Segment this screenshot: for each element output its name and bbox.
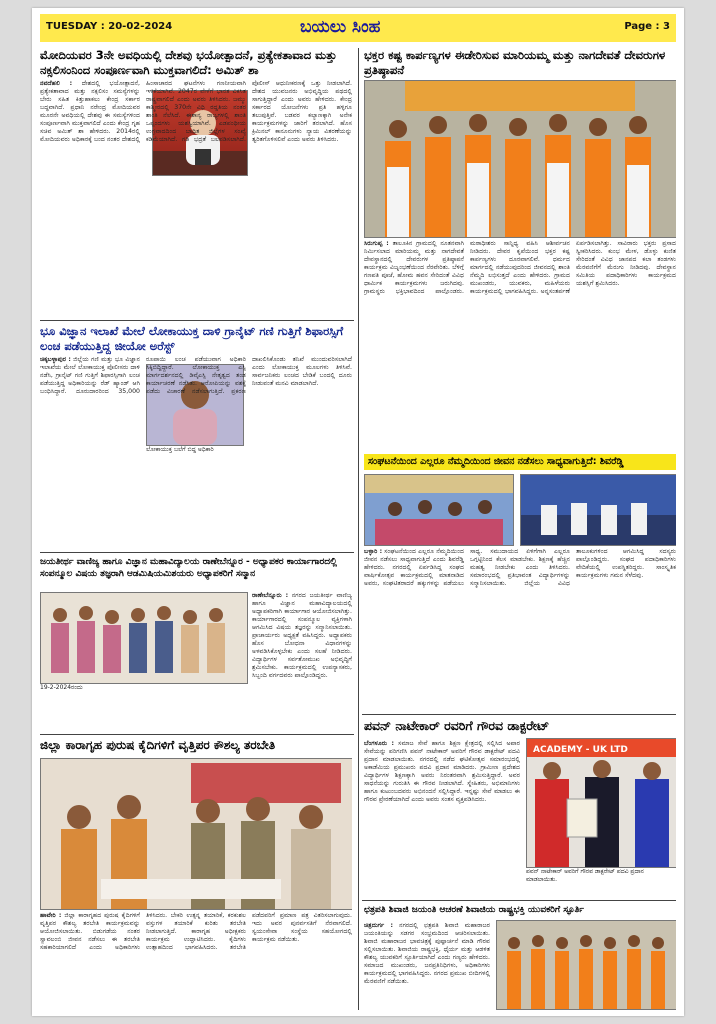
training-illustration <box>41 759 352 909</box>
page-number: Page : 3 <box>624 21 670 32</box>
article-headline: ಜಯತೀರ್ಥ ವಾಣಿಜ್ಯ ಹಾಗೂ ವಿಜ್ಞಾನ ಮಹಾವಿದ್ಯಾಲಯ ರಾಣೇಬೆನ್ನೂರ - ಅಧ್ಯಾಪಕರ ಕಾರ್ಯಾಗಾರದಲ್ಲಿ ಸಂಪನ್ಮೂಲ ವಿಷಯ ತಜ್ಞರಾಗಿ ಆಡಮಿಷಿಯಮಿಶಯರು ಅಧ್ಯಾಪಕರಿಗೆ ಸನ್ಮಾನ <box>40 557 337 579</box>
section-divider <box>40 552 354 553</box>
headline-banner <box>364 454 676 470</box>
article-body: ಚಿಕ್ಕಬಳ್ಳಾಪುರ : ಜಿಲ್ಲೆಯ ಗಣಿ ಮತ್ತು ಭೂ ವಿಜ್ಞಾನ ಇಲಾಖೆಯ ಮೇಲೆ ಲೋಕಾಯುಕ್ತ ಪೊಲೀಸರು ದಾಳಿ ನಡೆಸಿ, ಗ್ರಾನೈಟ್ ಗಣಿ ಗುತ್ತಿಗೆ ಶಿಫಾರಸ್ಸಿಗಾಗಿ ಲಂಚ ಪಡೆಯುತ್ತಿದ್ದ ಅಧಿಕಾರಿಯನ್ನು ರೆಡ್ ಹ್ಯಾಂಡ್ ಆಗಿ ಬಂಧಿಸಿದ್ದಾರೆ. ದೂರುದಾರರಿಂದ 35,000 ರೂಪಾಯಿ ಲಂಚ ಪಡೆಯುವಾಗ ಅಧಿಕಾರಿ ಸಿಕ್ಕಿಬಿದ್ದಿದ್ದಾರೆ. ಲೋಕಾಯುಕ್ತ ಎಸ್ಪಿ ಮಾರ್ಗದರ್ಶನದಲ್ಲಿ ಡಿವೈಎಸ್ಪಿ ನೇತೃತ್ವದ ತಂಡ ಕಾರ್ಯಾಚರಣೆ ನಡೆಸಿತು. ಆರೋಪಿಯನ್ನು ವಶಕ್ಕೆ ಪಡೆದು ವಿಚಾರಣೆ ನಡೆಸಲಾಗುತ್ತಿದೆ. ಪ್ರಕರಣ ದಾಖಲಿಸಿಕೊಂಡು ತನಿಖೆ ಮುಂದುವರಿಸಲಾಗಿದೆ ಎಂದು ಲೋಕಾಯುಕ್ತ ಮೂಲಗಳು ತಿಳಿಸಿವೆ. ಸಾರ್ವಜನಿಕರು ಲಂಚದ ಬೇಡಿಕೆ ಬಂದಲ್ಲಿ ದೂರು ನೀಡುವಂತೆ ಮನವಿ ಮಾಡಲಾಗಿದೆ. <box>40 356 352 395</box>
article-headline: ಛತ್ರಪತಿ ಶಿವಾಜಿ ಜಯಂತಿ ಆಚರಣೆ ಶಿವಾಜಿಯ ರಾಷ್ಟ್ರಭಕ್ತಿ ಯುವಕರಿಗೆ ಸ್ಫೂರ್ತಿ <box>364 905 584 915</box>
banner-text: ACADEMY - UK LTD <box>533 745 628 755</box>
article-body: ನವದೆಹಲಿ : ದೇಶದಲ್ಲಿ ಭಯೋತ್ಪಾದನೆ, ಪ್ರತ್ಯೇಕತಾವಾದ ಮತ್ತು ನಕ್ಸಲಿಸಂ ಸಮಸ್ಯೆಗಳನ್ನು ಬೇರು ಸಹಿತ ಕಿತ್ತುಹಾಕಲು ಕೇಂದ್ರ ಸರ್ಕಾರ ಬದ್ಧವಾಗಿದೆ. ಪ್ರಧಾನಿ ನರೇಂದ್ರ ಮೋದಿಯವರ ಮೂರನೇ ಅವಧಿಯಲ್ಲಿ ದೇಶವು ಈ ಸಮಸ್ಯೆಗಳಿಂದ ಸಂಪೂರ್ಣವಾಗಿ ಮುಕ್ತವಾಗಲಿದೆ ಎಂದು ಕೇಂದ್ರ ಗೃಹ ಸಚಿವ ಅಮಿತ್ ಶಾ ಹೇಳಿದರು. 2014ರಲ್ಲಿ ಮೋದಿಯವರು ಅಧಿಕಾರಕ್ಕೆ ಬಂದ ನಂತರ ದೇಶದಲ್ಲಿ ಹಿಂಸಾಚಾರದ ಘಟನೆಗಳು ಗಣನೀಯವಾಗಿ ಇಳಿಕೆಯಾಗಿವೆ. 2047ರ ವೇಳೆಗೆ ಭಾರತ ವಿಕಸಿತ ರಾಷ್ಟ್ರವಾಗಲಿದೆ ಎಂದು ಅವರು ತಿಳಿಸಿದರು. ಜಮ್ಮು ಕಾಶ್ಮೀರದಲ್ಲಿ 370ನೇ ವಿಧಿ ರದ್ದತಿಯ ನಂತರ ಶಾಂತಿ ನೆಲೆಸಿದೆ. ಈಶಾನ್ಯ ರಾಜ್ಯಗಳಲ್ಲಿ ಶಾಂತಿ ಒಪ್ಪಂದಗಳು ಯಶಸ್ವಿಯಾಗಿವೆ. ಎಡಪಂಥೀಯ ಉಗ್ರವಾದದಿಂದ ಬಾಧಿತ ಜಿಲ್ಲೆಗಳ ಸಂಖ್ಯೆ ಕಡಿಮೆಯಾಗಿದೆ. ಗಡಿ ಭದ್ರತೆ ಬಲಪಡಿಸಲಾಗಿದೆ. ಪೊಲೀಸ್ ಆಧುನೀಕರಣಕ್ಕೆ ಒತ್ತು ನೀಡಲಾಗಿದೆ. ದೇಶದ ಯುವಜನರು ಅಭಿವೃದ್ಧಿಯ ಪಥದಲ್ಲಿ ಸಾಗುತ್ತಿದ್ದಾರೆ ಎಂದು ಅವರು ಹೇಳಿದರು. ಕೇಂದ್ರ ಸರ್ಕಾರದ ಯೋಜನೆಗಳು ಪ್ರತಿ ಹಳ್ಳಿಗೂ ತಲುಪುತ್ತಿವೆ. ಬಡವರ ಕಲ್ಯಾಣಕ್ಕಾಗಿ ಅನೇಕ ಕಾರ್ಯಕ್ರಮಗಳನ್ನು ಜಾರಿಗೆ ತರಲಾಗಿದೆ. ಹೊಸ ಕ್ರಿಮಿನಲ್ ಕಾನೂನುಗಳು ನ್ಯಾಯ ವಿತರಣೆಯನ್ನು ತ್ವರಿತಗೊಳಿಸಲಿವೆ ಎಂದು ಅವರು ತಿಳಿಸಿದರು. <box>40 80 352 143</box>
issue-date: TUESDAY : 20-02-2024 <box>46 21 173 32</box>
article-temple-consecration <box>364 48 676 450</box>
masthead <box>40 14 676 42</box>
article-headline: ಭಕ್ತರ ಕಷ್ಟ ಕಾರ್ಪಣ್ಯಗಳ ಈಡೇರಿಸುವ ಮಾರಿಯಮ್ಮ ಮತ್ತು ನಾಗದೇವತೆ ದೇವರುಗಳ ಪ್ರತಿಷ್ಠಾಪನೆ <box>364 48 666 77</box>
photo-caption: 19-2-2024ರಂದು <box>40 684 83 691</box>
article-lokayukta-raid <box>40 324 352 492</box>
article-amit-shah <box>40 48 352 318</box>
stage-photo-1 <box>364 474 514 546</box>
section-divider <box>362 900 676 901</box>
article-body: ಚಿತ್ರದುರ್ಗ : ನಗರದಲ್ಲಿ ಛತ್ರಪತಿ ಶಿವಾಜಿ ಮಹಾರಾಜರ ಜಯಂತಿಯನ್ನು ಸಡಗರ ಸಂಭ್ರಮದಿಂದ ಆಚರಿಸಲಾಯಿತು. ಶಿವಾಜಿ ಮಹಾರಾಜರ ಭಾವಚಿತ್ರಕ್ಕೆ ಪುಷ್ಪಾರ್ಚನೆ ಮಾಡಿ ಗೌರವ ಸಲ್ಲಿಸಲಾಯಿತು. ಶಿವಾಜಿಯ ರಾಷ್ಟ್ರಭಕ್ತಿ, ಧೈರ್ಯ ಮತ್ತು ಆಡಳಿತ ಕೌಶಲ್ಯ ಯುವಕರಿಗೆ ಸ್ಫೂರ್ತಿಯಾಗಿದೆ ಎಂದು ಗಣ್ಯರು ಹೇಳಿದರು. ಸಮಾಜದ ಮುಖಂಡರು, ಜನಪ್ರತಿನಿಧಿಗಳು, ಅಧಿಕಾರಿಗಳು ಕಾರ್ಯಕ್ರಮದಲ್ಲಿ ಭಾಗವಹಿಸಿದ್ದರು. ನಗರದ ಪ್ರಮುಖ ಬೀದಿಗಳಲ್ಲಿ ಮೆರವಣಿಗೆ ನಡೆಯಿತು. <box>364 922 490 985</box>
temple-event-photo <box>364 80 676 238</box>
column-divider <box>358 48 359 1010</box>
article-body: ಬೆಂಗಳೂರು : ಸಮಾಜ ಸೇವೆ ಹಾಗೂ ಶಿಕ್ಷಣ ಕ್ಷೇತ್ರದಲ್ಲಿ ಸಲ್ಲಿಸಿದ ಅಪಾರ ಸೇವೆಯನ್ನು ಪರಿಗಣಿಸಿ ಪವನ್ ನಾಟೇಕಾರ್ ಅವರಿಗೆ ಗೌರವ ಡಾಕ್ಟರೇಟ್ ಪದವಿ ಪ್ರದಾನ ಮಾಡಲಾಯಿತು. ನಗರದಲ್ಲಿ ನಡೆದ ಘಟಿಕೋತ್ಸವ ಸಮಾರಂಭದಲ್ಲಿ ಅಕಾಡೆಮಿಯ ಪ್ರಮುಖರು ಪದವಿ ಪ್ರದಾನ ಮಾಡಿದರು. ಗ್ರಾಮೀಣ ಪ್ರದೇಶದ ವಿದ್ಯಾರ್ಥಿಗಳ ಶಿಕ್ಷಣಕ್ಕಾಗಿ ಅವರು ನಿರಂತರವಾಗಿ ಶ್ರಮಿಸುತ್ತಿದ್ದಾರೆ. ಅವರ ಸಾಧನೆಯನ್ನು ಗುರುತಿಸಿ ಈ ಗೌರವ ನೀಡಲಾಗಿದೆ. ಸ್ನೇಹಿತರು, ಅಭಿಮಾನಿಗಳು ಹಾಗೂ ಕುಟುಂಬದವರು ಅಭಿನಂದನೆ ಸಲ್ಲಿಸಿದ್ದಾರೆ. ಇನ್ನಷ್ಟು ಸೇವೆ ಮಾಡಲು ಈ ಗೌರವ ಪ್ರೇರಣೆಯಾಗಿದೆ ಎಂದು ಅವರು ಸಂತಸ ವ್ಯಕ್ತಪಡಿಸಿದರು. <box>364 740 520 803</box>
crowd-illustration <box>365 81 676 237</box>
section-divider <box>362 714 676 715</box>
stage-photo-2 <box>520 474 676 546</box>
article-body: ಹಾವೇರಿ : ಜಿಲ್ಲಾ ಕಾರಾಗೃಹದ ಪುರುಷ ಕೈದಿಗಳಿಗೆ ವೃತ್ತಿಪರ ಕೌಶಲ್ಯ ತರಬೇತಿ ಕಾರ್ಯಕ್ರಮವನ್ನು ಆಯೋಜಿಸಲಾಯಿತು. ಬಿಡುಗಡೆಯ ನಂತರ ಸ್ವಾವಲಂಬಿ ಜೀವನ ನಡೆಸಲು ಈ ತರಬೇತಿ ಸಹಕಾರಿಯಾಗಲಿದೆ ಎಂದು ಅಧಿಕಾರಿಗಳು ತಿಳಿಸಿದರು. ಬೇಕರಿ ಉತ್ಪನ್ನ ತಯಾರಿಕೆ, ಕರಕುಶಲ ವಸ್ತುಗಳ ತಯಾರಿಕೆ ಕುರಿತು ತರಬೇತಿ ನೀಡಲಾಗುತ್ತಿದೆ. ಕಾರಾಗೃಹ ಅಧೀಕ್ಷಕರು ಕಾರ್ಯಕ್ರಮ ಉದ್ಘಾಟಿಸಿದರು. ಕೈದಿಗಳು ಉತ್ಸಾಹದಿಂದ ಭಾಗವಹಿಸಿದರು. ತರಬೇತಿ ಪಡೆದವರಿಗೆ ಪ್ರಮಾಣ ಪತ್ರ ವಿತರಿಸಲಾಗುವುದು. ಇದು ಅವರ ಪುನರ್ವಸತಿಗೆ ನೆರವಾಗಲಿದೆ. ಸ್ವಯಂಸೇವಾ ಸಂಸ್ಥೆಯ ಸಹಯೋಗದಲ್ಲಿ ಕಾರ್ಯಕ್ರಮ ನಡೆಯಿತು. <box>40 912 352 951</box>
article-shivareddy <box>364 474 676 710</box>
photo-caption: ಲೋಕಾಯುಕ್ತ ಬಲೆಗೆ ಬಿದ್ದ ಅಧಿಕಾರಿ <box>146 446 214 453</box>
ceremony-illustration <box>527 739 676 867</box>
article-college-workshop <box>40 556 352 730</box>
stage-illustration <box>521 475 676 545</box>
newspaper-page <box>32 8 684 1016</box>
newspaper-title: ಬಯಲು ಸಿಂಹ <box>300 17 381 37</box>
article-body: ಬಳ್ಳಾರಿ : ಸಂಘಟನೆಯಿಂದ ಎಲ್ಲರೂ ನೆಮ್ಮದಿಯಿಂದ ಜೀವನ ನಡೆಸಲು ಸಾಧ್ಯವಾಗುತ್ತಿದೆ ಎಂದು ಶಿವರೆಡ್ಡಿ ಹೇಳಿದರು. ನಗರದಲ್ಲಿ ಏರ್ಪಡಿಸಿದ್ದ ಸಂಘದ ವಾರ್ಷಿಕೋತ್ಸವ ಕಾರ್ಯಕ್ರಮದಲ್ಲಿ ಮಾತನಾಡಿದ ಅವರು, ಸಂಘಟಿತರಾದರೆ ಹಕ್ಕುಗಳನ್ನು ಪಡೆಯಲು ಸಾಧ್ಯ. ಸಮುದಾಯದ ಏಳಿಗೆಗಾಗಿ ಎಲ್ಲರೂ ಒಗ್ಗಟ್ಟಿನಿಂದ ಕೆಲಸ ಮಾಡಬೇಕು. ಶಿಕ್ಷಣಕ್ಕೆ ಹೆಚ್ಚಿನ ಮಹತ್ವ ನೀಡಬೇಕು ಎಂದು ತಿಳಿಸಿದರು. ಸಮಾರಂಭದಲ್ಲಿ ಪ್ರತಿಭಾವಂತ ವಿದ್ಯಾರ್ಥಿಗಳನ್ನು ಸನ್ಮಾನಿಸಲಾಯಿತು. ಜಿಲ್ಲೆಯ ವಿವಿಧ ತಾಲೂಕುಗಳಿಂದ ಆಗಮಿಸಿದ್ದ ಸದಸ್ಯರು ಪಾಲ್ಗೊಂಡಿದ್ದರು. ಸಂಘದ ಪದಾಧಿಕಾರಿಗಳು ವೇದಿಕೆಯಲ್ಲಿ ಉಪಸ್ಥಿತರಿದ್ದರು. ಸಾಂಸ್ಕೃತಿಕ ಕಾರ್ಯಕ್ರಮಗಳು ಗಮನ ಸೆಳೆದವು. <box>364 548 676 587</box>
shivaji-jayanti-photo <box>496 920 676 1010</box>
section-divider <box>40 320 354 321</box>
article-headline: ಮೋದಿಯವರ 3ನೇ ಅವಧಿಯಲ್ಲಿ ದೇಶವು ಭಯೋತ್ಪಾದನೆ, ಪ್ರತ್ಯೇಕತಾವಾದ ಮತ್ತು ನಕ್ಸಲಿಸಂನಿಂದ ಸಂಪೂರ್ಣವಾಗಿ ಮುಕ್ತವಾಗಲಿದೆ: ಅಮಿತ್ ಶಾ <box>40 48 337 77</box>
article-headline: ಜಿಲ್ಲಾ ಕಾರಾಗೃಹ ಪುರುಷ ಕೈದಿಗಳಿಗೆ ವೃತ್ತಿಪರ ಕೌಶಲ್ಯ ತರಬೇತಿ <box>40 738 276 752</box>
article-body: ಸಿರುಗುಪ್ಪ : ತಾಲೂಕಿನ ಗ್ರಾಮದಲ್ಲಿ ನೂತನವಾಗಿ ನಿರ್ಮಿಸಲಾದ ಮಾರಿಯಮ್ಮ ಮತ್ತು ನಾಗದೇವತೆ ದೇವಸ್ಥಾನದಲ್ಲಿ ದೇವರುಗಳ ಪ್ರತಿಷ್ಠಾಪನೆ ಕಾರ್ಯಕ್ರಮ ವಿಜೃಂಭಣೆಯಿಂದ ನೆರವೇರಿತು. ಬೆಳಿಗ್ಗೆ ಗಣಪತಿ ಪೂಜೆ, ಹೋಮ ಹವನ ಸೇರಿದಂತೆ ವಿವಿಧ ಧಾರ್ಮಿಕ ಕಾರ್ಯಕ್ರಮಗಳು ಜರುಗಿದವು. ಗ್ರಾಮಸ್ಥರು ಭಕ್ತಿಭಾವದಿಂದ ಪಾಲ್ಗೊಂಡರು. ಮಠಾಧೀಶರು ಸಾನ್ನಿಧ್ಯ ವಹಿಸಿ ಆಶೀರ್ವಚನ ನೀಡಿದರು. ದೇವರ ಕೃಪೆಯಿಂದ ಭಕ್ತರ ಕಷ್ಟ ಕಾರ್ಪಣ್ಯಗಳು ದೂರವಾಗಲಿವೆ. ಧರ್ಮದ ಮಾರ್ಗದಲ್ಲಿ ನಡೆಯುವುದರಿಂದ ಜೀವನದಲ್ಲಿ ಶಾಂತಿ ನೆಮ್ಮದಿ ಲಭಿಸುತ್ತದೆ ಎಂದು ಹೇಳಿದರು. ಗ್ರಾಮದ ಮುಖಂಡರು, ಯುವಕರು, ಮಹಿಳೆಯರು ಕಾರ್ಯಕ್ರಮದಲ್ಲಿ ಭಾಗವಹಿಸಿದ್ದರು. ಅನ್ನಸಂತರ್ಪಣೆ ಏರ್ಪಡಿಸಲಾಗಿತ್ತು. ಸಾವಿರಾರು ಭಕ್ತರು ಪ್ರಸಾದ ಸ್ವೀಕರಿಸಿದರು. ಕುಂಭ ಮೇಳ, ಡೊಳ್ಳು ಕುಣಿತ ಸೇರಿದಂತೆ ವಿವಿಧ ಜಾನಪದ ಕಲಾ ತಂಡಗಳು ಮೆರವಣಿಗೆಗೆ ಮೆರುಗು ನೀಡಿದವು. ದೇವಸ್ಥಾನ ಸಮಿತಿಯ ಪದಾಧಿಕಾರಿಗಳು ಕಾರ್ಯಕ್ರಮದ ಯಶಸ್ಸಿಗೆ ಶ್ರಮಿಸಿದರು. <box>364 240 676 295</box>
article-headline: ಪವನ್ ನಾಟೇಕಾರ್ ರವರಿಗೆ ಗೌರವ ಡಾಕ್ಟರೇಟ್ <box>364 718 550 733</box>
article-headline: ಭೂ ವಿಜ್ಞಾನ ಇಲಾಖೆ ಮೇಲೆ ಲೋಕಾಯುಕ್ತ ದಾಳಿ ಗ್ರಾನೈಟ್ ಗಣಿ ಗುತ್ತಿಗೆ ಶಿಫಾರಸ್ಸಿಗೆ ಲಂಚ ಪಡೆಯುತ್ತಿದ್ದ ಜೀಯೋ ಅರೆಸ್ಟ್ <box>40 324 344 353</box>
doctorate-photo <box>526 738 676 868</box>
procession-illustration <box>497 921 676 1009</box>
article-shivaji-jayanti <box>364 904 676 1010</box>
article-body: ರಾಣೇಬೆನ್ನೂರು : ನಗರದ ಜಯತೀರ್ಥ ವಾಣಿಜ್ಯ ಹಾಗೂ ವಿಜ್ಞಾನ ಮಹಾವಿದ್ಯಾಲಯದಲ್ಲಿ ಅಧ್ಯಾಪಕರಿಗಾಗಿ ಕಾರ್ಯಾಗಾರ ಆಯೋಜಿಸಲಾಗಿತ್ತು. ಕಾರ್ಯಾಗಾರದಲ್ಲಿ ಸಂಪನ್ಮೂಲ ವ್ಯಕ್ತಿಗಳಾಗಿ ಆಗಮಿಸಿದ ವಿಷಯ ತಜ್ಞರನ್ನು ಸನ್ಮಾನಿಸಲಾಯಿತು. ಪ್ರಾಚಾರ್ಯರು ಅಧ್ಯಕ್ಷತೆ ವಹಿಸಿದ್ದರು. ಅಧ್ಯಾಪಕರು ಹೊಸ ಬೋಧನಾ ವಿಧಾನಗಳನ್ನು ಅಳವಡಿಸಿಕೊಳ್ಳಬೇಕು ಎಂದು ಸಲಹೆ ನೀಡಿದರು. ವಿದ್ಯಾರ್ಥಿಗಳ ಸರ್ವತೋಮುಖ ಅಭಿವೃದ್ಧಿಗೆ ಶ್ರಮಿಸಬೇಕು. ಕಾರ್ಯಕ್ರಮದಲ್ಲಿ ಉಪನ್ಯಾಸಕರು, ಸಿಬ್ಬಂದಿ ವರ್ಗದವರು ಪಾಲ್ಗೊಂಡಿದ್ದರು. <box>252 592 352 679</box>
photo-caption: ಪವನ್ ನಾಟೇಕಾರ್ ಅವರಿಗೆ ಗೌರವ ಡಾಕ್ಟರೇಟ್ ಪದವಿ ಪ್ರದಾನ ಮಾಡಲಾಯಿತು. <box>526 868 644 883</box>
article-headline: ಸಂಘಟನೆಯಿಂದ ಎಲ್ಲರೂ ನೆಮ್ಮದಿಯಿಂದ ಜೀವನ ನಡೆಸಲು ಸಾಧ್ಯವಾಗುತ್ತಿದೆ: ಶಿವರೆಡ್ಡಿ <box>368 456 624 467</box>
article-honorary-doctorate <box>364 718 676 896</box>
group-illustration <box>41 593 247 683</box>
article-prison-training <box>40 738 352 1010</box>
stage-illustration <box>365 475 513 545</box>
prison-training-photo <box>40 758 352 910</box>
workshop-photo <box>40 592 248 684</box>
section-divider <box>40 734 354 735</box>
